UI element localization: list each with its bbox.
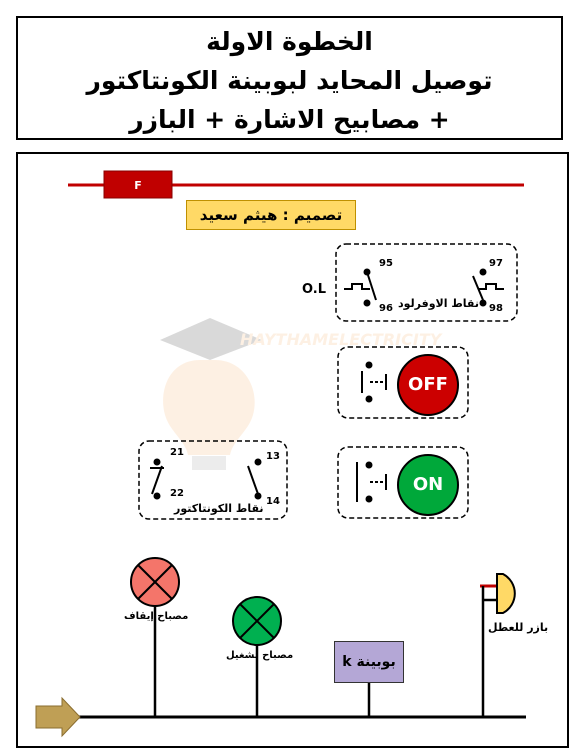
terminal-95: 95 <box>379 258 393 269</box>
overload-ol-label: O.L <box>302 282 326 297</box>
contactor-no-contact <box>248 460 261 499</box>
on-contact-symbol <box>357 462 386 502</box>
run-lamp <box>233 597 281 645</box>
title-line-3: + مصابيح الاشارة + البازر <box>129 105 450 134</box>
title-line-1: الخطوة الاولة <box>206 27 373 56</box>
terminal-13: 13 <box>266 451 280 462</box>
off-contact-symbol <box>362 363 386 402</box>
terminal-97: 97 <box>489 258 503 269</box>
buzzer <box>497 574 515 613</box>
buzzer-label: بازر للعطل <box>488 621 549 634</box>
contactor-nc-contact <box>150 460 164 499</box>
watermark-text: HAYTHAMELECTRICITY <box>240 330 442 349</box>
overload-caption: نقاط الاوفرلود <box>398 297 479 310</box>
neutral-arrow <box>36 698 80 736</box>
terminal-96: 96 <box>379 303 393 314</box>
stop-lamp-label: مصباح إيقاف <box>124 611 189 622</box>
coil-box: بوبينة k <box>334 641 404 683</box>
terminal-98: 98 <box>489 303 503 314</box>
stop-lamp <box>131 558 179 606</box>
overload-nc-contact <box>344 270 376 306</box>
on-button[interactable]: ON <box>397 454 459 516</box>
designer-badge: تصميم : هيثم سعيد <box>186 200 356 230</box>
terminal-14: 14 <box>266 496 280 507</box>
terminal-21: 21 <box>170 447 184 458</box>
off-button[interactable]: OFF <box>397 354 459 416</box>
fuse-label: F <box>134 179 142 192</box>
contactor-caption: نقاط الكونتاكتور <box>174 502 264 515</box>
run-lamp-label: مصباح تشغيل <box>226 650 294 661</box>
title-line-2: توصيل المحايد لبوبينة الكونتاكتور <box>86 66 493 95</box>
terminal-22: 22 <box>170 488 184 499</box>
